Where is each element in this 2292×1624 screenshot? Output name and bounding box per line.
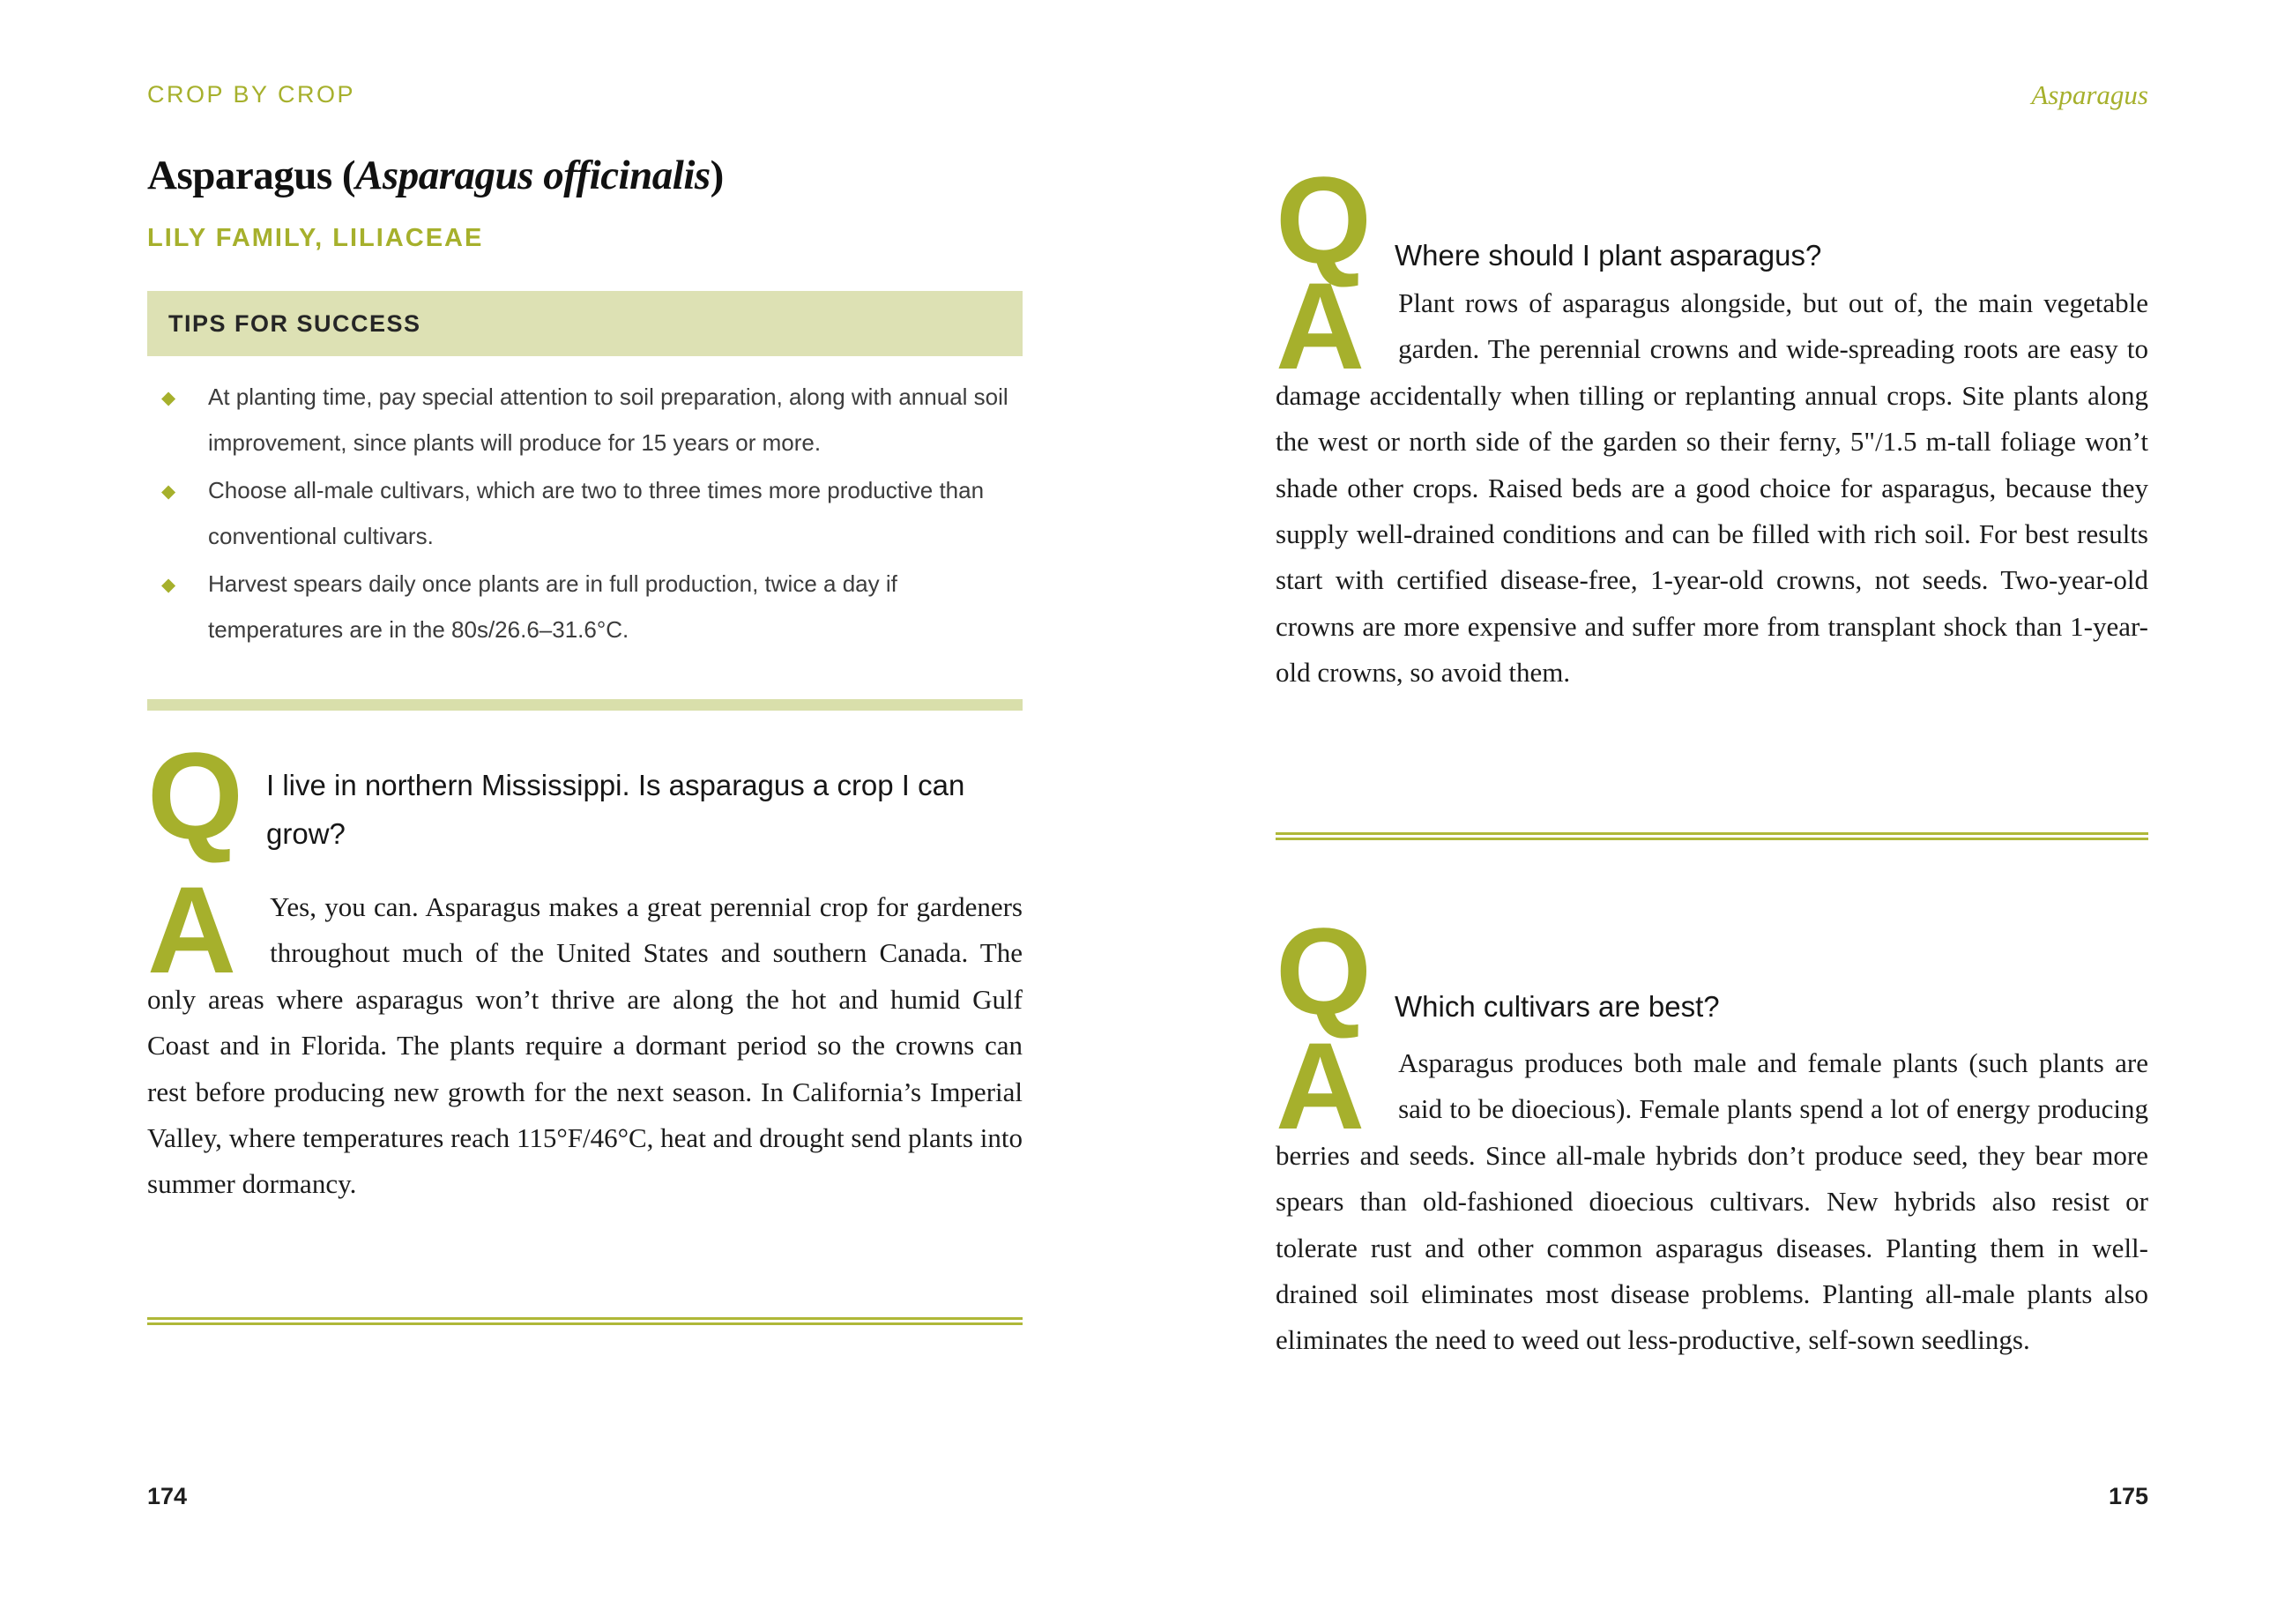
section-divider-bar [147, 699, 1023, 711]
question-block [147, 726, 1023, 865]
crop-title-species: Asparagus officinalis [355, 153, 711, 198]
answer-text: Yes, you can. Asparagus makes a great perennial crop for gardeners throughout much of the United States and southern Canada. The only areas where asparagus won’t thrive are along the hot and humid Gulf Coast and in Florida. The plants require a dormant period so the crowns can rest before producing new growth for the next season. In California’s Imperial Valley, where temperatures reach 115°F/46°C, heat and drought send plants into summer dormancy. [147, 891, 1023, 1200]
running-head: Asparagus [2031, 79, 2148, 110]
crop-title [147, 152, 1023, 199]
tip-item [147, 467, 1023, 559]
question-q-letter: Q [1276, 151, 1372, 289]
section-kicker: CROP BY CROP [147, 81, 356, 108]
tip-item-text: At planting time, pay special attention to soil preparation, along with annual soil improvement, since plants will produce for 15 years or more. [208, 384, 1008, 456]
tips-for-success-box [147, 291, 1023, 654]
answer-block [1276, 257, 2148, 697]
diamond-bullet-icon: ◆ [161, 480, 176, 502]
page-number-left: 174 [147, 1483, 188, 1509]
question-text: I live in northern Mississippi. Is asparagus a crop I can grow? [266, 769, 965, 850]
answer-a-letter: A [147, 860, 237, 999]
answer-a-letter: A [1276, 1017, 1366, 1155]
tip-item [147, 374, 1023, 466]
question-text: Which cultivars are best? [1395, 990, 1720, 1023]
double-rule-divider [147, 1317, 1023, 1325]
question-q-letter: Q [147, 726, 243, 865]
diamond-bullet-icon: ◆ [161, 387, 176, 408]
tips-box-heading: TIPS FOR SUCCESS [147, 291, 1023, 356]
double-rule-divider [1276, 832, 2148, 840]
question-block [1276, 151, 2148, 289]
question-q-letter: Q [1276, 902, 1372, 1040]
answer-text: Plant rows of asparagus alongside, but out of, the main vegetable garden. The perennial crowns and wide-spreading roots are easy to damage accidentally when tilling or replanting annual crops. Site plants along the west or north side of the garden so their ferny, 5"/1.5 m-tall foliage won’t shade other crops. Raised beds are a good choice for asparagus, because they supply well-drained conditions and can be filled with rich soil. For best results start with certified disease-free, 1-year-old crowns, not seeds. Two-year-old crowns are more expensive and suffer more from transplant shock than 1-year-old crowns, so avoid them. [1276, 287, 2148, 689]
crop-title-close-paren: ) [710, 153, 724, 198]
plant-family-subtitle: LILY FAMILY, LILIACEAE [147, 224, 484, 252]
answer-block [1276, 1017, 2148, 1364]
answer-block [147, 860, 1023, 1208]
tip-item-text: Harvest spears daily once plants are in full production, twice a day if temperatures are in the 80s/26.6–31.6°C. [208, 570, 897, 643]
page-number-right: 175 [2108, 1483, 2148, 1509]
page-left [147, 0, 1023, 1624]
diamond-bullet-icon: ◆ [161, 574, 176, 595]
crop-title-common: Asparagus ( [147, 153, 356, 198]
page-right [1276, 0, 2148, 1624]
tip-item-text: Choose all-male cultivars, which are two to three times more productive than conventional cultivars. [208, 477, 985, 549]
question-block [1276, 902, 2148, 1040]
tip-item [147, 561, 1023, 652]
answer-text: Asparagus produces both male and female plants (such plants are said to be dioecious). Female plants spend a lot of energy producing berries and seeds. Since all-male hybrids don’t produce seed, they bear more spears than old-fashioned dioecious cultivars. New hybrids also resist or tolerate rust and other common asparagus diseases. Planting them in well-drained soil eliminates most disease problems. Planting all-male plants also eliminates the need to weed out less-productive, self-sown seedlings. [1276, 1047, 2148, 1356]
tips-list [147, 374, 1023, 652]
question-text: Where should I plant asparagus? [1395, 239, 1822, 272]
answer-a-letter: A [1276, 257, 1366, 395]
